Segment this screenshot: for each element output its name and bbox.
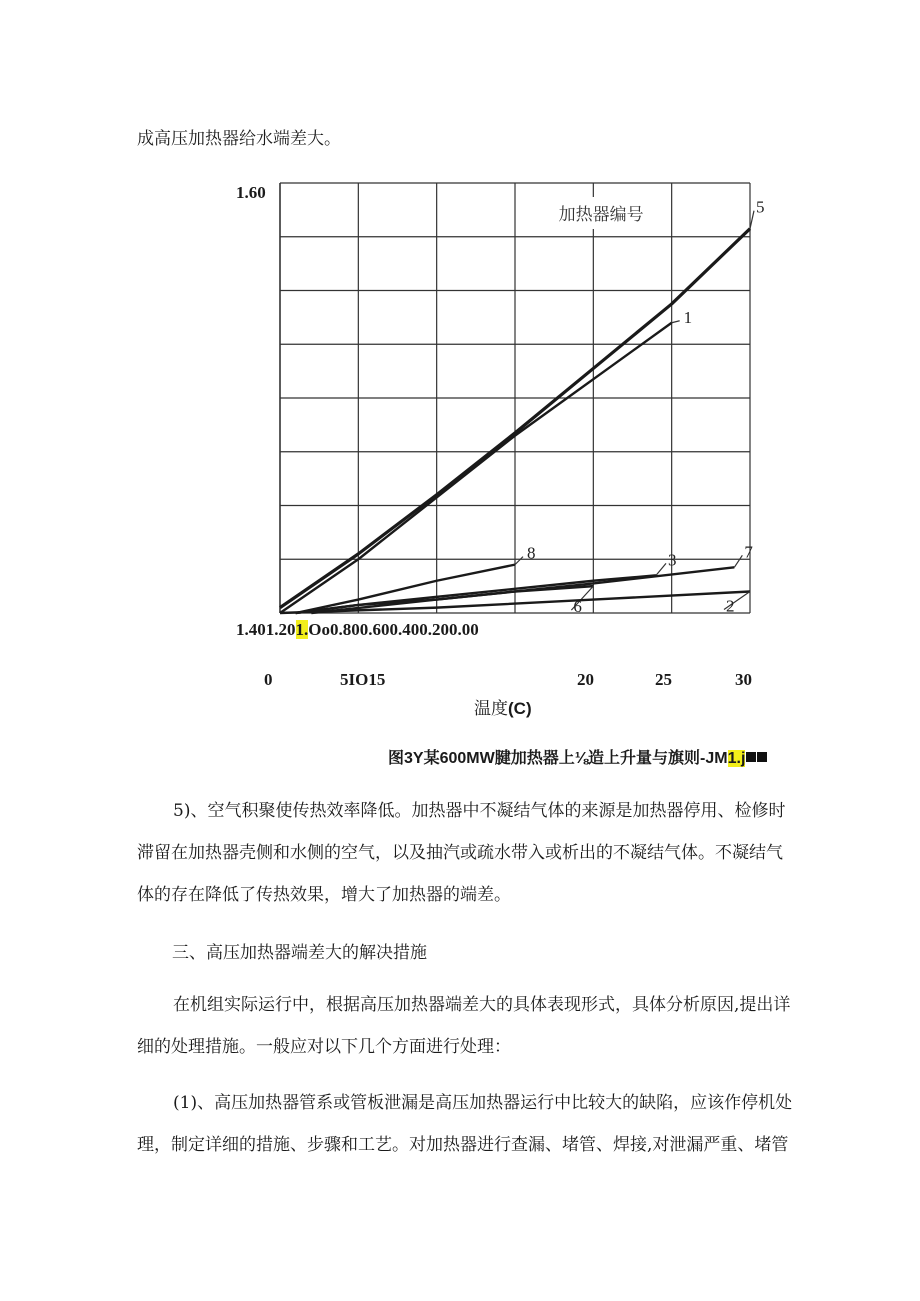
- paragraph-line: 滞留在加热器壳侧和水侧的空气，以及抽汽或疏水带入或析出的不凝结气体。不凝结气: [137, 843, 783, 863]
- series-label-7: 7: [744, 542, 753, 562]
- figure-caption-text: 图3Y某600MW腱加热器上⅛造上升量与旗则-JM: [388, 750, 728, 767]
- series-leader-1: [672, 321, 680, 323]
- series-leader-7: [734, 555, 742, 567]
- paragraph-line: 在机组实际运行中，根据高压加热器端差大的具体表现形式，具体分析原因,提出详: [173, 995, 791, 1015]
- series-line-3: [296, 575, 656, 613]
- series-label-1: 1: [683, 307, 693, 327]
- series-label-2: 2: [726, 596, 735, 616]
- paragraph-line: 细的处理措施。一般应对以下几个方面进行处理：: [137, 1037, 511, 1057]
- y-tick-labels-a: 1.401.20: [236, 620, 296, 639]
- series-label-8: 8: [527, 543, 536, 563]
- paragraph-line: 5)、空气积聚使传热效率降低。加热器中不凝结气体的来源是加热器停用、检修时: [173, 801, 786, 821]
- series-label-6: 6: [573, 597, 582, 617]
- series-label-3: 3: [668, 550, 677, 570]
- series-line-7: [311, 567, 734, 613]
- square-mark-icon: [757, 752, 767, 762]
- x-axis-title: [474, 694, 532, 719]
- y-tick-labels: [236, 620, 479, 640]
- paragraph-line: (1)、高压加热器管系或管板泄漏是高压加热器运行中比较大的缺陷，应该作停机处: [173, 1093, 793, 1113]
- section-heading: 三、高压加热器端差大的解决措施: [172, 943, 427, 963]
- paragraph-line: 理，制定详细的措施、步骤和工艺。对加热器进行查漏、堵管、焊接,对泄漏严重、堵管: [137, 1135, 789, 1155]
- legend-title: 加热器编号: [558, 205, 644, 225]
- y-tick-top: 1.60: [236, 183, 266, 202]
- intro-paragraph: [137, 118, 341, 160]
- x-axis-title-text: 温度: [474, 699, 508, 719]
- x-axis-unit: (C): [508, 699, 532, 718]
- paragraph-1: [137, 1082, 797, 1166]
- series-line-1: [280, 323, 672, 613]
- x-tick-5-15: 5IO15: [340, 670, 386, 689]
- square-mark-icon: [746, 752, 756, 762]
- y-tick-labels-hl: 1.: [295, 620, 309, 639]
- series-label-5: 5: [756, 197, 765, 217]
- intro-line: 成高压加热器给水端差大。: [137, 129, 341, 149]
- x-tick-0: 0: [264, 670, 273, 689]
- y-tick-labels-b: Oo0.800.600.400.200.00: [308, 620, 479, 639]
- figure-caption-highlight: 1.j: [727, 750, 746, 767]
- paragraph-line: 体的存在降低了传热效果，增大了加热器的端差。: [137, 885, 511, 905]
- series-leader-8: [515, 557, 523, 565]
- series-leader-3: [656, 563, 666, 575]
- figure-caption: [388, 745, 767, 768]
- paragraph-operation: [137, 984, 797, 1068]
- chart: [220, 175, 765, 620]
- x-tick-30: 30: [735, 670, 752, 689]
- paragraph-5: [137, 790, 797, 916]
- x-tick-25: 25: [655, 670, 672, 689]
- x-tick-20: 20: [577, 670, 594, 689]
